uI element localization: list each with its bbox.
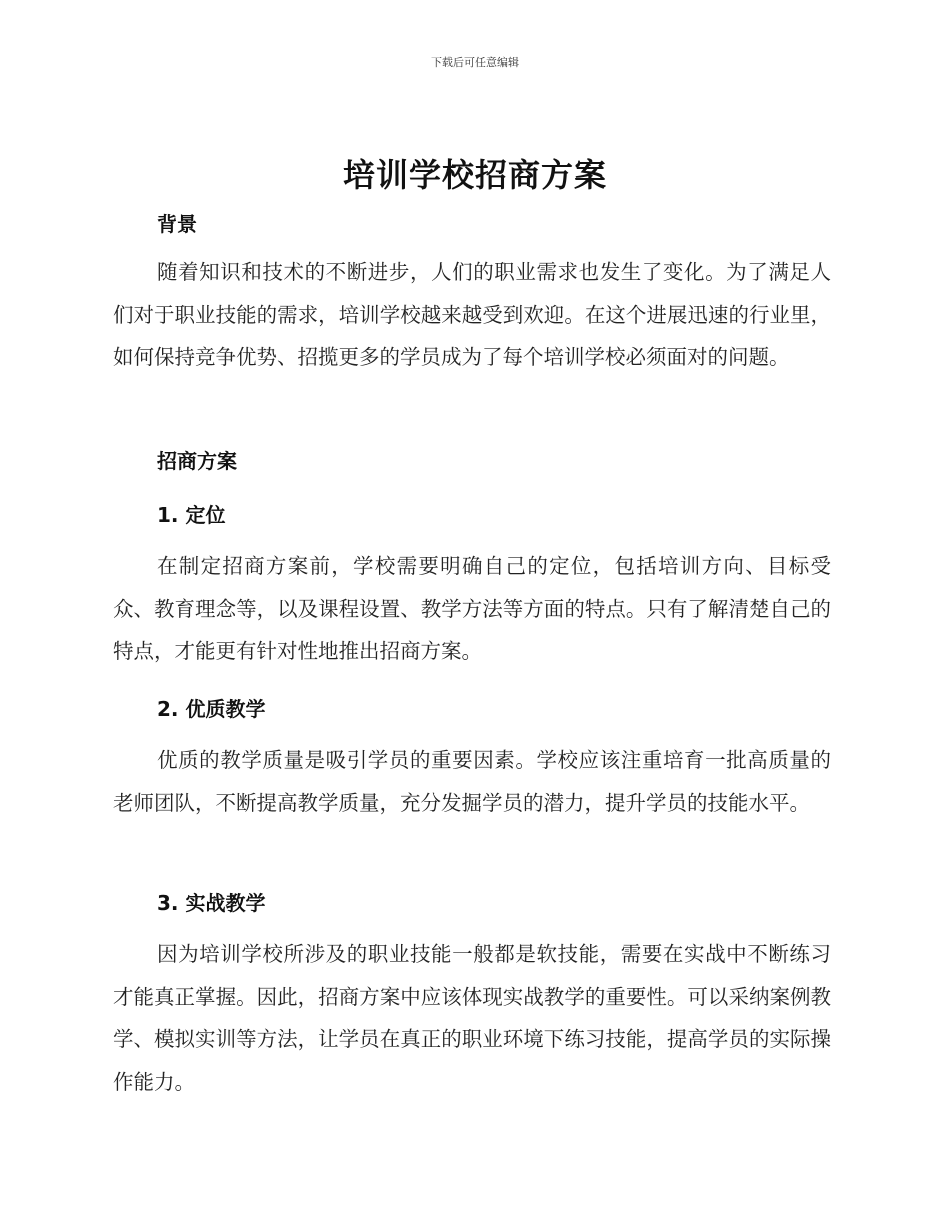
paragraph-practical-teaching: 因为培训学校所涉及的职业技能一般都是软技能，需要在实战中不断练习才能真正掌握。因此，招商方案中应该体现实战教学的重要性。可以采纳案例教学、模拟实训等方法，让学员在真正的职业环境下练习技能，提高学员的实际操作能力。 [113, 942, 831, 1094]
section-heading-plan: 招商方案 [157, 449, 237, 473]
section-heading-background: 背景 [157, 212, 197, 236]
subheading-practical-teaching: 3. 实战教学 [157, 891, 266, 915]
header-note: 下载后可任意编辑 [431, 56, 519, 69]
paragraph-quality-teaching: 优质的教学质量是吸引学员的重要因素。学校应该注重培育一批高质量的老师团队，不断提高教学质量，充分发掘学员的潜力，提升学员的技能水平。 [113, 748, 831, 815]
document-title: 培训学校招商方案 [342, 156, 607, 194]
subheading-positioning: 1. 定位 [157, 503, 226, 527]
paragraph-background: 随着知识和技术的不断进步，人们的职业需求也发生了变化。为了满足人们对于职业技能的需求，培训学校越来越受到欢迎。在这个进展迅速的行业里，如何保持竞争优势、招揽更多的学员成为了每个培训学校必须面对的问题。 [113, 260, 831, 369]
paragraph-positioning: 在制定招商方案前，学校需要明确自己的定位，包括培训方向、目标受众、教育理念等，以及课程设置、教学方法等方面的特点。只有了解清楚自己的特点，才能更有针对性地推出招商方案。 [113, 554, 831, 663]
subheading-quality-teaching: 2. 优质教学 [157, 697, 266, 721]
